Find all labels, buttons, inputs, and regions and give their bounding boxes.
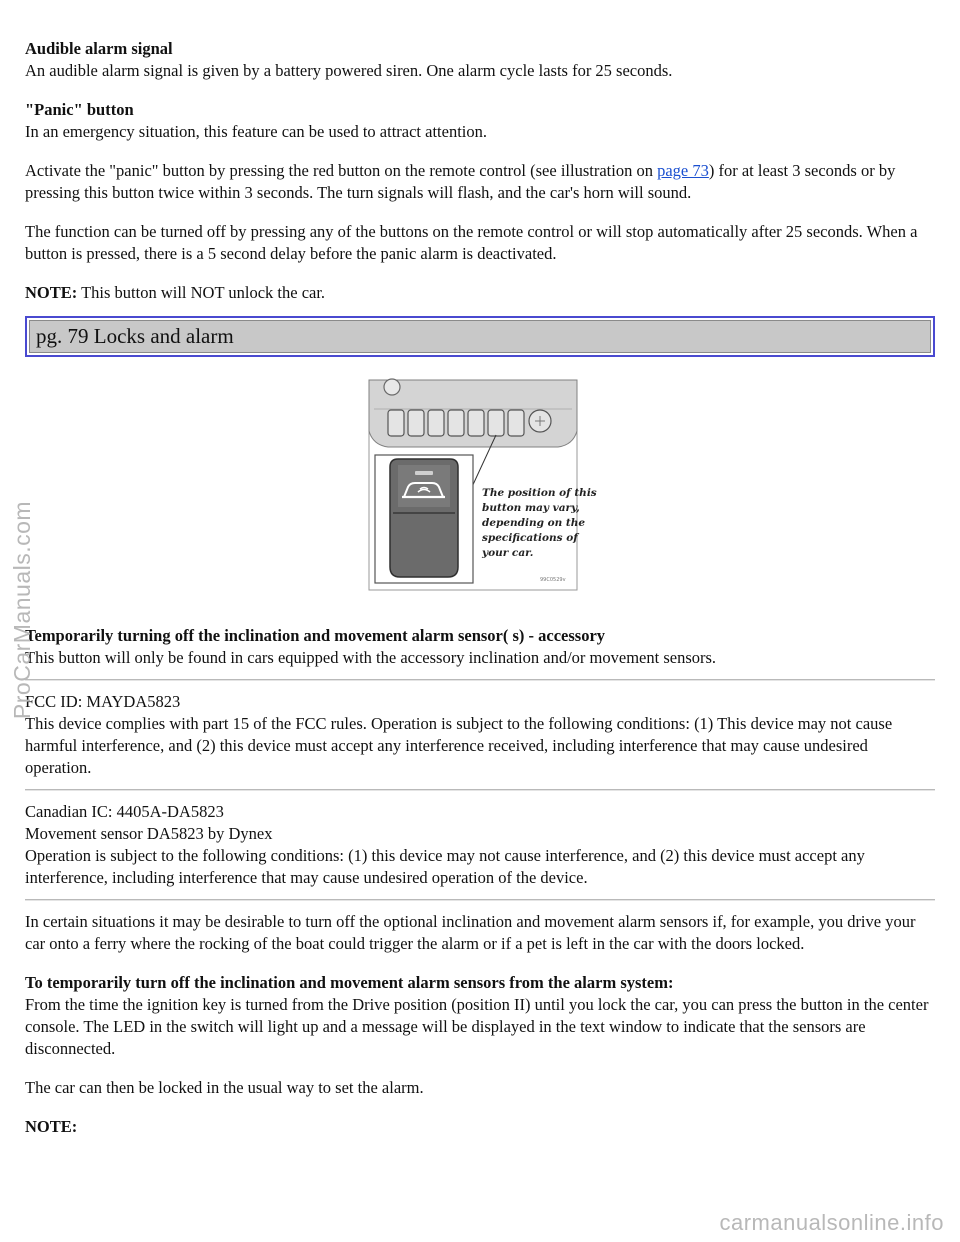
panic-button-intro: In an emergency situation, this feature can be used to attract attention. xyxy=(25,122,487,141)
panic-button-section xyxy=(25,99,935,143)
left-watermark-text: ProCarManuals.com xyxy=(9,500,35,720)
panic-activate-text-start: Activate the "panic" button by pressing the red button on the remote control (see illustration on xyxy=(25,161,658,180)
console-button-7 xyxy=(508,410,524,436)
manual-page xyxy=(25,38,935,1138)
console-button-5 xyxy=(468,410,484,436)
panic-note-label: NOTE: xyxy=(25,283,78,302)
caption-line-3: depending on the xyxy=(482,517,586,529)
situations-paragraph: In certain situations it may be desirable to turn off the optional inclination and movement alarm sensors if, for example, you drive your car onto a ferry where the rocking of the boat could trigger the alarm or if a pet is left in the car with the doors locked. xyxy=(25,912,916,953)
zoomed-button-led xyxy=(415,471,433,475)
caption-line-1: The position of this xyxy=(482,487,597,499)
console-button-sensor-small xyxy=(488,410,504,436)
bottom-watermark: carmanualsonline.info xyxy=(719,1210,944,1235)
panic-note-text: This button will NOT unlock the car. xyxy=(77,283,326,302)
page-banner xyxy=(25,316,935,357)
caption-line-5: your car. xyxy=(482,547,534,559)
procedure-heading: To temporarily turn off the inclination and movement alarm sensors from the alarm system: xyxy=(25,973,674,992)
movement-sensor-line: Movement sensor DA5823 by Dynex xyxy=(25,824,273,843)
audible-alarm-text: An audible alarm signal is given by a battery powered siren. One alarm cycle lasts for 25 seconds. xyxy=(25,61,673,80)
console-button-1 xyxy=(388,410,404,436)
sensor-heading: Temporarily turning off the inclination and movement alarm sensor( s) - accessory xyxy=(25,626,606,645)
console-button-2 xyxy=(408,410,424,436)
divider-2 xyxy=(25,789,935,791)
lock-paragraph: The car can then be locked in the usual way to set the alarm. xyxy=(25,1078,424,1097)
procedure-text: From the time the ignition key is turned from the Drive position (position II) until you lock the car, you can press the button in the center console. The LED in the switch will light up and a message will be displayed in the text window to indicate that the sensors are disconnected. xyxy=(25,995,929,1058)
page-banner-title: pg. 79 Locks and alarm xyxy=(29,320,931,353)
center-console-illustration xyxy=(368,379,597,591)
canadian-ic: Canadian IC: 4405A-DA5823 xyxy=(25,802,224,821)
divider-1 xyxy=(25,679,935,681)
console-button-4 xyxy=(448,410,464,436)
page-73-link[interactable]: page 73 xyxy=(657,161,709,180)
fcc-section xyxy=(25,691,935,779)
illustration-code: 99C0529v xyxy=(540,577,566,583)
sensor-text: This button will only be found in cars equipped with the accessory inclination and/or movement sensors. xyxy=(25,648,717,667)
audible-alarm-heading: Audible alarm signal xyxy=(25,39,173,58)
final-note-label: NOTE: xyxy=(25,1117,78,1136)
panic-note xyxy=(25,282,935,304)
panic-activate-text-end: ) for at least 3 seconds or by pressing this button twice within 3 seconds. The turn signals will flash, and the car's horn will sound. xyxy=(25,161,896,202)
caption-line-4: specifications of xyxy=(482,532,578,544)
console-knob-icon xyxy=(384,379,400,395)
canada-text: Operation is subject to the following conditions: (1) this device may not cause interference, and (2) this device must accept any interference, including interference that may cause undesired operation of the device. xyxy=(25,846,865,887)
procedure-section xyxy=(25,972,935,1060)
fcc-text: This device complies with part 15 of the FCC rules. Operation is subject to the following conditions: (1) This device may not cause harmful interference, and (2) this device must accept any interference received, including interference that may cause undesired operation. xyxy=(25,714,893,777)
console-button-3 xyxy=(428,410,444,436)
sensor-section xyxy=(25,625,935,669)
illustration-area xyxy=(25,357,935,625)
caption-line-2: button may vary, xyxy=(482,502,580,514)
left-watermark xyxy=(0,430,52,790)
audible-alarm-section xyxy=(25,38,935,82)
canada-section xyxy=(25,801,935,889)
panic-activate-paragraph xyxy=(25,160,935,204)
panic-button-heading: "Panic" button xyxy=(25,100,134,119)
divider-3 xyxy=(25,899,935,901)
fcc-id: FCC ID: MAYDA5823 xyxy=(25,692,181,711)
panic-turn-off-paragraph: The function can be turned off by pressing any of the buttons on the remote control or will stop automatically after 25 seconds. When a button is pressed, there is a 5 second delay before the panic alarm is deactivated. xyxy=(25,222,918,263)
